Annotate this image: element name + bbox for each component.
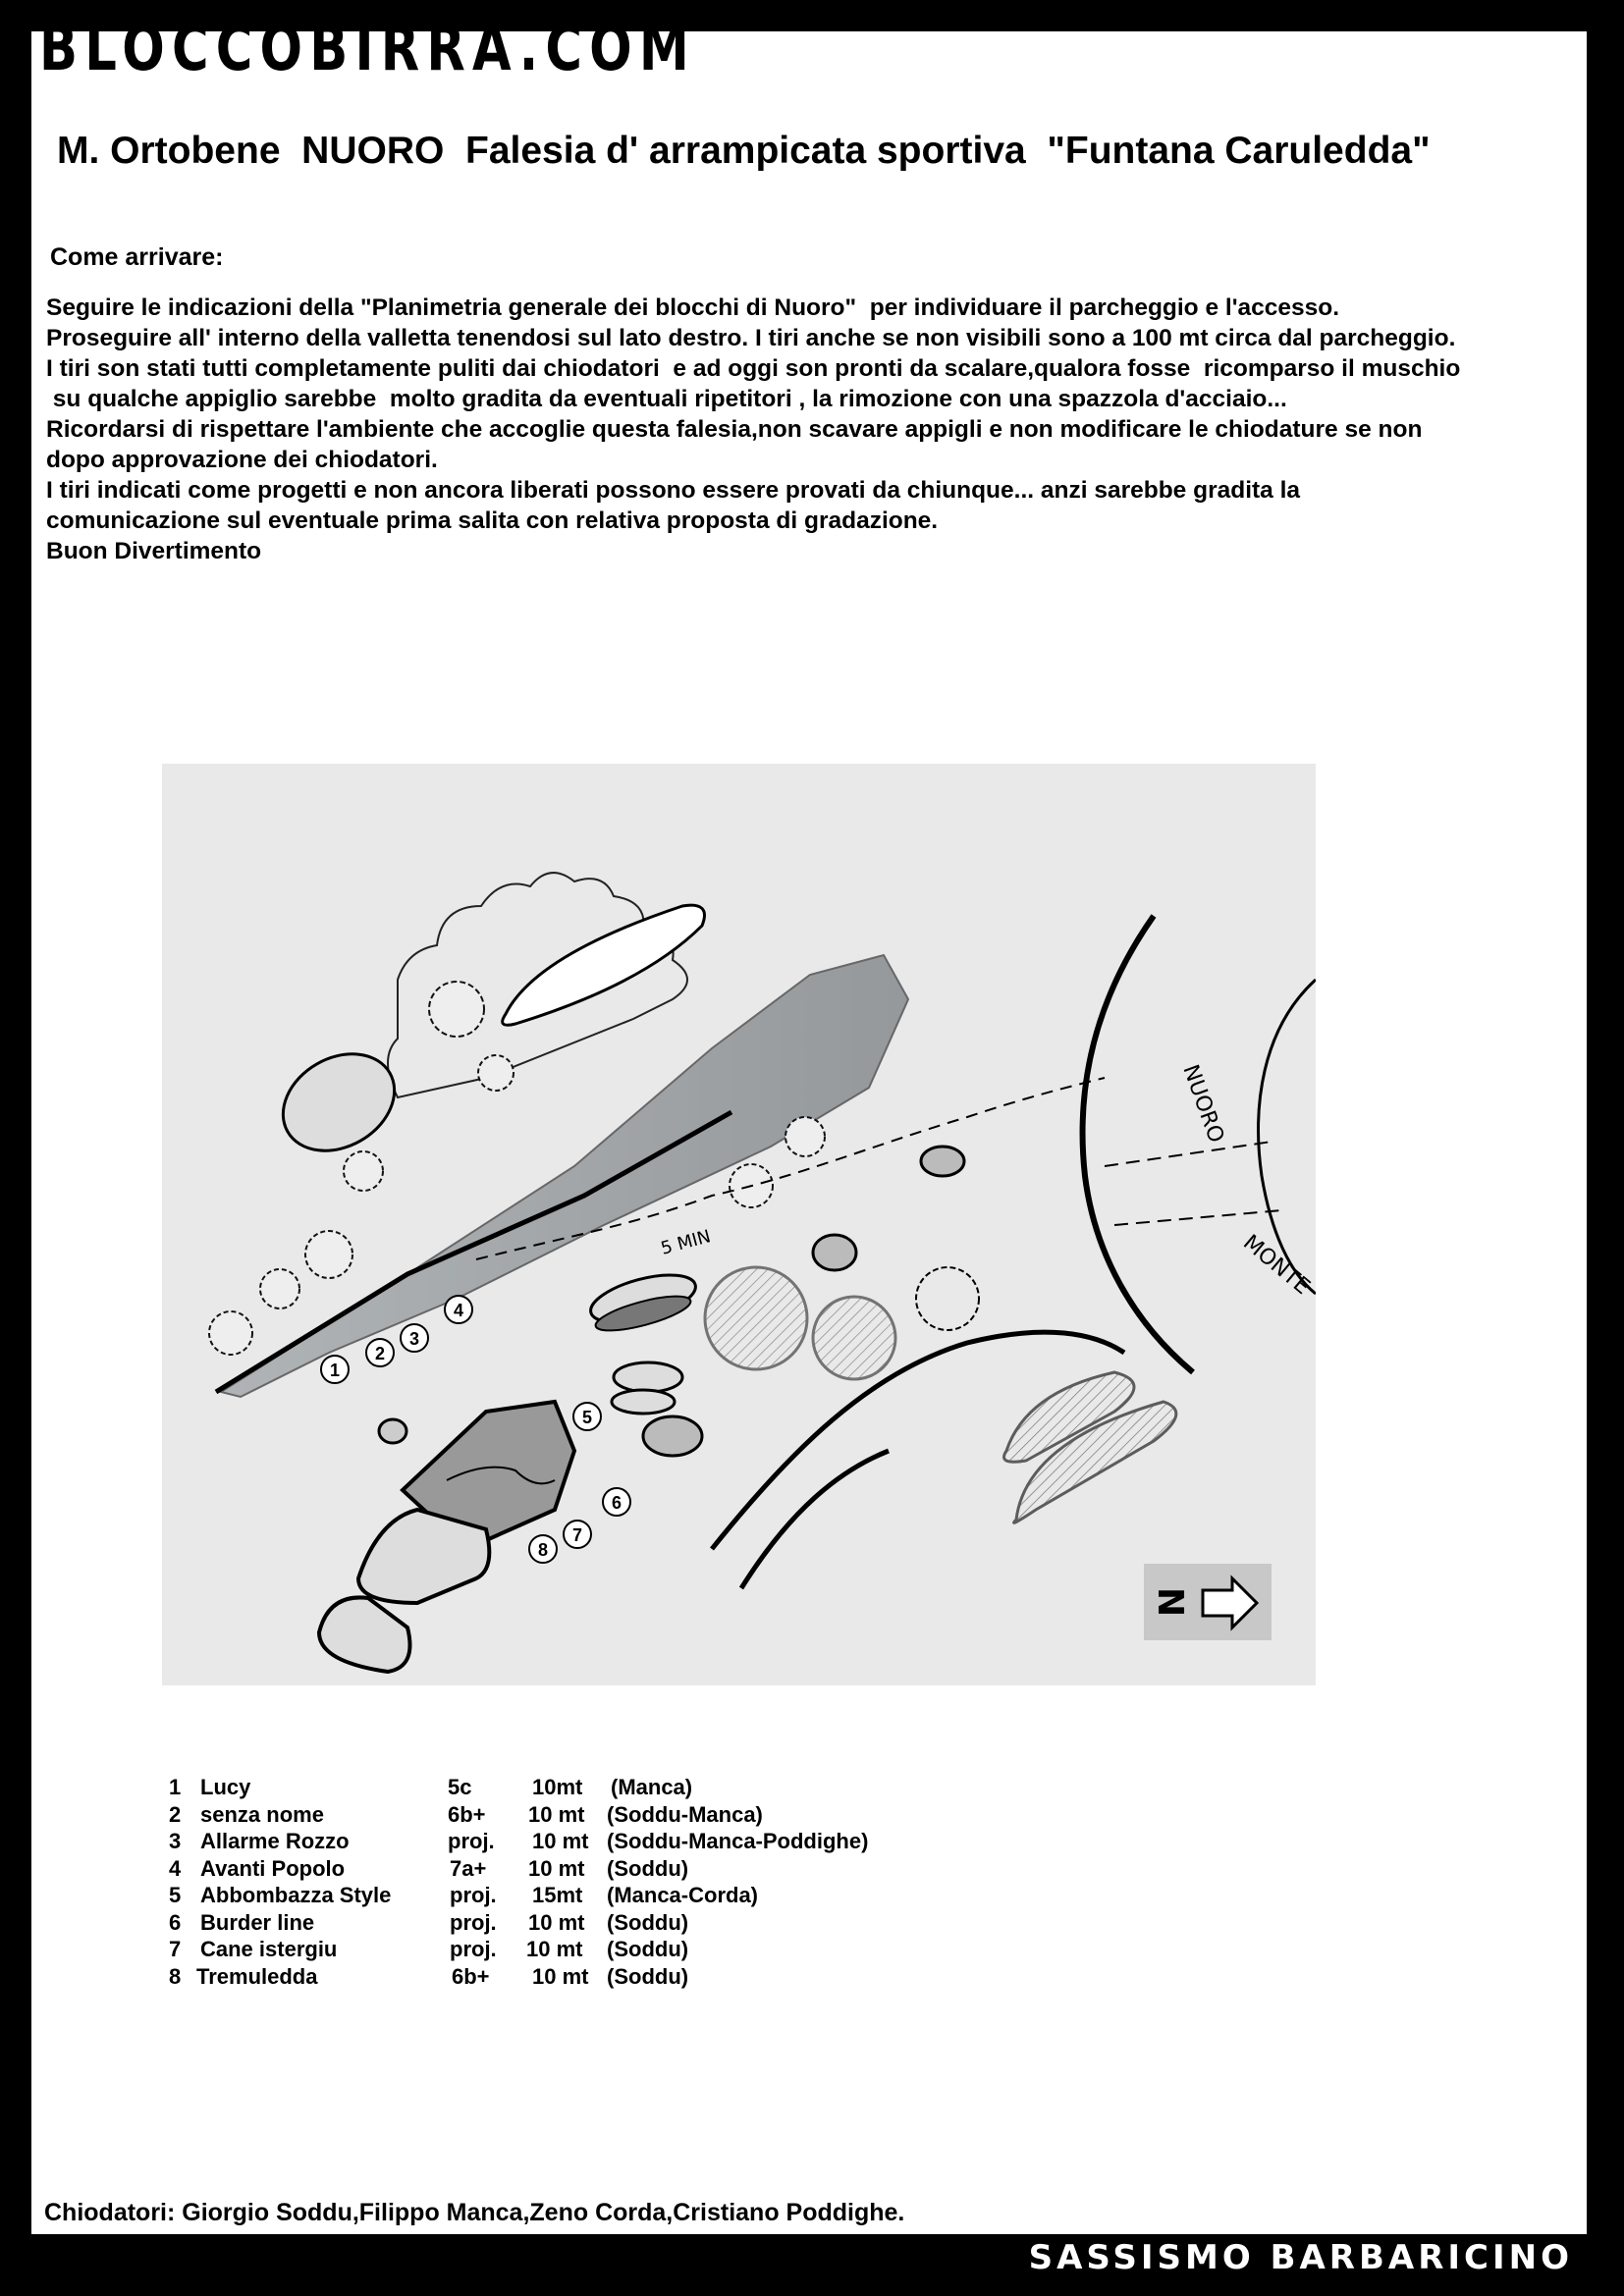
route-bolters: (Soddu-Manca) bbox=[607, 1801, 763, 1827]
route-number: 8 bbox=[169, 1963, 182, 1989]
route-marker bbox=[564, 1521, 591, 1548]
boulder-oval bbox=[266, 1035, 412, 1170]
route-length: 10 mt bbox=[532, 1963, 589, 1989]
tree-cluster bbox=[813, 1297, 895, 1379]
route-bolters: (Manca-Corda) bbox=[607, 1883, 759, 1907]
north-arrow-icon bbox=[1144, 1564, 1272, 1640]
svg-text:N: N bbox=[1150, 1587, 1190, 1618]
tree-cluster bbox=[705, 1267, 807, 1369]
route-marker bbox=[445, 1296, 472, 1323]
route-grade: proj. bbox=[450, 1909, 497, 1935]
route-length: 10mt bbox=[532, 1775, 583, 1799]
site-title: BLOCCOBIRRA.COM bbox=[39, 13, 697, 85]
svg-text:4: 4 bbox=[453, 1301, 464, 1320]
route-name: Allarme Rozzo bbox=[200, 1829, 350, 1853]
route-marker bbox=[321, 1356, 349, 1383]
route-marker bbox=[573, 1403, 601, 1430]
route-row bbox=[167, 1909, 689, 1938]
route-name: Tremuledda bbox=[196, 1963, 318, 1989]
route-name: Avanti Popolo bbox=[200, 1855, 346, 1881]
route-number: 4 bbox=[169, 1855, 182, 1881]
route-bolters: (Soddu-Manca-Poddighe) bbox=[607, 1829, 869, 1853]
route-name: Cane istergiu bbox=[200, 1937, 338, 1961]
tree-cluster bbox=[916, 1267, 979, 1330]
route-marker bbox=[603, 1488, 630, 1516]
bush bbox=[478, 1055, 514, 1091]
access-line: Seguire le indicazioni della "Planimetria generale dei blocchi di Nuoro" per individuare il parcheggio e l'accesso. bbox=[46, 294, 1340, 321]
route-length: 15mt bbox=[532, 1883, 583, 1907]
access-line: Proseguire all' interno della valletta tenendosi sul lato destro. I tiri anche se non visibili sono a 100 mt circa dal parcheggio. bbox=[46, 325, 1456, 351]
boulder-small bbox=[813, 1235, 856, 1270]
svg-text:7: 7 bbox=[571, 1525, 583, 1545]
route-number: 6 bbox=[169, 1909, 182, 1935]
route-length: 10 mt bbox=[526, 1937, 583, 1961]
boulder-small bbox=[612, 1390, 675, 1414]
svg-text:1: 1 bbox=[329, 1361, 341, 1380]
bush bbox=[209, 1311, 252, 1355]
route-length: 10 mt bbox=[528, 1801, 585, 1827]
route-number: 5 bbox=[169, 1883, 182, 1907]
route-name: Abbombazza Style bbox=[200, 1883, 392, 1907]
bush bbox=[429, 982, 484, 1037]
route-number: 3 bbox=[169, 1829, 182, 1853]
footer-brand: SASSISMO BARBARICINO bbox=[1028, 2238, 1573, 2277]
walk-time-label: 5 MIN bbox=[658, 1226, 714, 1259]
route-row bbox=[167, 1883, 759, 1910]
route-row bbox=[167, 1937, 689, 1964]
bush bbox=[344, 1151, 383, 1191]
boulder-small bbox=[379, 1419, 406, 1443]
access-line: Ricordarsi di rispettare l'ambiente che accoglie questa falesia,non scavare appigli e non modificare le chiodature se non bbox=[46, 416, 1423, 443]
route-bolters: (Soddu) bbox=[607, 1909, 689, 1935]
route-length: 10 mt bbox=[528, 1909, 585, 1935]
boulder-small bbox=[921, 1147, 964, 1176]
crag-map-drawing bbox=[162, 764, 1316, 1685]
route-row bbox=[167, 1801, 763, 1830]
route-grade: proj. bbox=[450, 1937, 497, 1961]
route-bolters: (Soddu) bbox=[607, 1963, 689, 1989]
route-number: 2 bbox=[169, 1801, 182, 1827]
route-grade: 6b+ bbox=[448, 1801, 486, 1827]
access-line: su qualche appiglio sarebbe molto gradita da eventuali ripetitori , la rimozione con una spazzola d'acciaio... bbox=[46, 386, 1287, 412]
access-heading: Come arrivare: bbox=[50, 243, 224, 271]
svg-text:2: 2 bbox=[374, 1344, 386, 1363]
route-name: Burder line bbox=[200, 1909, 315, 1935]
route-marker bbox=[401, 1324, 428, 1352]
road-edge-outer bbox=[1083, 916, 1193, 1372]
route-grade: 7a+ bbox=[450, 1855, 487, 1881]
route-length: 10 mt bbox=[532, 1829, 589, 1853]
route-grade: 5c bbox=[448, 1775, 472, 1799]
route-name: Lucy bbox=[200, 1775, 251, 1799]
route-row bbox=[167, 1775, 693, 1802]
road-label-north: NUORO bbox=[1177, 1061, 1229, 1147]
svg-text:5: 5 bbox=[581, 1408, 593, 1427]
route-number: 1 bbox=[169, 1775, 182, 1799]
bolters-credit: Chiodatori: Giorgio Soddu,Filippo Manca,Zeno Corda,Cristiano Poddighe. bbox=[44, 2199, 905, 2226]
access-line: I tiri son stati tutti completamente puliti dai chiodatori e ad oggi son pronti da scalare,qualora fosse ricomparso il muschio bbox=[46, 355, 1461, 382]
route-marker bbox=[529, 1535, 557, 1563]
route-row bbox=[167, 1963, 689, 1992]
access-line: I tiri indicati come progetti e non ancora liberati possono essere provati da chiunque... anzi sarebbe gradita la bbox=[46, 477, 1301, 504]
access-description bbox=[46, 293, 1617, 566]
route-length: 10 mt bbox=[528, 1855, 585, 1881]
access-line: comunicazione sul eventuale prima salita con relativa proposta di gradazione. bbox=[46, 507, 939, 534]
route-name: senza nome bbox=[200, 1801, 324, 1827]
bush bbox=[785, 1117, 825, 1156]
boulder-small bbox=[614, 1362, 682, 1392]
boulder-bottom bbox=[319, 1597, 410, 1672]
route-bolters: (Soddu) bbox=[607, 1855, 689, 1881]
route-marker bbox=[366, 1339, 394, 1366]
boulder-small bbox=[643, 1416, 702, 1456]
crag-map bbox=[162, 764, 1316, 1685]
route-bolters: (Soddu) bbox=[607, 1937, 689, 1961]
road-dash bbox=[1114, 1210, 1281, 1225]
route-row bbox=[167, 1855, 689, 1884]
route-grade: proj. bbox=[450, 1883, 497, 1907]
terrain-line bbox=[741, 1451, 889, 1588]
route-grade: proj. bbox=[448, 1829, 495, 1853]
rock-lens bbox=[503, 905, 705, 1025]
bush bbox=[305, 1231, 352, 1278]
route-bolters: (Manca) bbox=[611, 1775, 693, 1799]
road-label-south: MONTE bbox=[1238, 1230, 1315, 1301]
svg-text:6: 6 bbox=[611, 1493, 623, 1513]
svg-text:3: 3 bbox=[408, 1329, 420, 1349]
crag-title: M. Ortobene NUORO Falesia d' arrampicata sportiva "Funtana Caruledda" bbox=[57, 130, 1431, 172]
bush bbox=[260, 1269, 299, 1308]
route-row bbox=[167, 1829, 869, 1856]
route-number: 7 bbox=[169, 1937, 182, 1961]
access-line: dopo approvazione dei chiodatori. bbox=[46, 447, 438, 473]
boulder-lower bbox=[358, 1510, 489, 1603]
route-grade: 6b+ bbox=[452, 1963, 490, 1989]
access-line: Buon Divertimento bbox=[46, 538, 262, 564]
road-dash bbox=[1105, 1142, 1272, 1166]
svg-text:8: 8 bbox=[537, 1540, 549, 1560]
route-list bbox=[167, 1775, 869, 1991]
